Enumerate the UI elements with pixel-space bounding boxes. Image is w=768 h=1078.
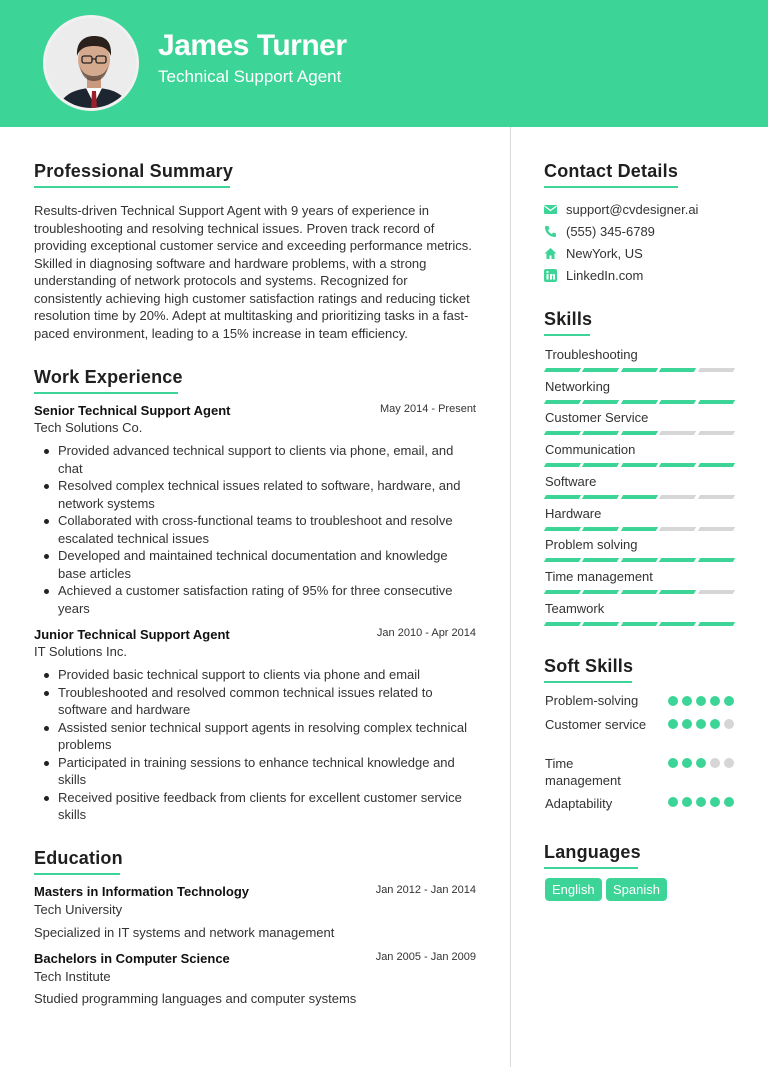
skill-level-bar: [545, 431, 734, 435]
contact-phone[interactable]: [544, 224, 655, 239]
job-bullet: Provided advanced technical support to clients via phone, email, and chat: [40, 442, 476, 477]
skills-underline: [544, 334, 590, 336]
rating-dot-filled: [668, 719, 678, 729]
experience-underline: [34, 392, 178, 394]
soft-skill-name: Adaptability: [545, 796, 613, 811]
skill-segment-filled: [544, 527, 582, 531]
summary-underline: [34, 186, 230, 188]
skill-segment-filled: [659, 622, 697, 626]
skill-level-bar: [545, 463, 734, 467]
avatar: [43, 15, 139, 111]
skill-segment-filled: [582, 431, 620, 435]
skill-name: Troubleshooting: [545, 347, 638, 362]
contact-linkedin[interactable]: [544, 268, 643, 283]
skill-segment-filled: [544, 463, 582, 467]
home-icon: [544, 247, 557, 260]
job-bullet: Provided basic technical support to clients via phone and email: [40, 666, 476, 684]
skill-segment-filled: [621, 368, 659, 372]
skill-segment-empty: [659, 527, 697, 531]
rating-dot-filled: [696, 797, 706, 807]
skill-segment-filled: [659, 368, 697, 372]
degree-title: Masters in Information Technology: [34, 884, 250, 899]
skill-segment-filled: [582, 527, 620, 531]
rating-dot-filled: [682, 696, 692, 706]
skill-segment-filled: [659, 558, 697, 562]
skill-name: Communication: [545, 442, 636, 458]
rating-dot-empty: [710, 758, 720, 768]
contact-underline: [544, 186, 678, 188]
job-company: IT Solutions Inc.: [34, 644, 127, 659]
rating-dot-filled: [696, 696, 706, 706]
job-bullets: [40, 666, 476, 824]
job-bullet: Achieved a customer satisfaction rating of 95% for three consecutive years: [40, 582, 476, 617]
skill-segment-filled: [697, 622, 735, 626]
job-bullet: Collaborated with cross-functional teams to troubleshoot and resolve escalated technical issues: [40, 512, 476, 547]
skill-segment-filled: [582, 495, 620, 499]
skill-segment-filled: [621, 622, 659, 626]
skill-segment-filled: [697, 400, 735, 404]
degree-description: Studied programming languages and computer systems: [34, 991, 357, 1006]
skill-level-bar: [545, 368, 734, 372]
experience-heading: Work Experience: [34, 367, 183, 387]
rating-dot-filled: [724, 797, 734, 807]
job-bullets: [40, 442, 476, 617]
soft-skill-name: Time management: [545, 756, 621, 788]
degree-description: Specialized in IT systems and network management: [34, 925, 335, 940]
candidate-title: Technical Support Agent: [158, 67, 342, 86]
candidate-name: James Turner: [158, 29, 347, 62]
skill-segment-filled: [582, 463, 620, 467]
skill-level-bar: [545, 590, 734, 594]
rating-dot-filled: [710, 696, 720, 706]
header-banner: [0, 0, 768, 127]
job-company: Tech Solutions Co.: [34, 420, 143, 435]
soft-skill-name: Problem-solving: [545, 693, 639, 708]
job-bullet: Assisted senior technical support agents in resolving complex technical problems: [40, 719, 476, 754]
job-date: Jan 2010 - Apr 2014: [376, 627, 476, 639]
skill-segment-filled: [621, 400, 659, 404]
rating-dot-empty: [724, 719, 734, 729]
job-title: Junior Technical Support Agent: [34, 627, 230, 642]
column-divider: [510, 127, 511, 1067]
skill-name: Hardware: [545, 505, 602, 521]
soft-skill-rating: [668, 797, 734, 807]
rating-dot-filled: [710, 719, 720, 729]
skill-segment-filled: [544, 558, 582, 562]
skill-segment-filled: [544, 431, 582, 435]
languages-heading: Languages: [544, 842, 641, 862]
soft-skill-rating: [668, 696, 734, 706]
summary-text: Results-driven Technical Support Agent with 9 years of experience in troubleshooting and resolving technical issues. Proven track record of providing exceptional customer service and exceeding performance metrics. Skilled in diagnosing software and hardware problems, with a strong understanding of network protocols and systems. Recognized for consistently achieving high customer satisfaction ratings and reducing ticket resolution time by 20%. Adept at multitasking and prioritizing tasks in a fast-paced environment, leading to a 15% increase in team efficiency.: [34, 203, 472, 341]
profile-photo-icon: [46, 18, 139, 111]
school-name: Tech University: [34, 902, 123, 917]
contact-heading: Contact Details: [544, 161, 679, 181]
skill-level-bar: [545, 527, 734, 531]
skill-segment-filled: [582, 368, 620, 372]
skill-segment-empty: [697, 368, 735, 372]
rating-dot-filled: [682, 758, 692, 768]
job-bullet: Developed and maintained technical documentation and knowledge base articles: [40, 547, 476, 582]
rating-dot-filled: [668, 797, 678, 807]
skill-level-bar: [545, 622, 734, 626]
skill-segment-filled: [544, 495, 582, 499]
degree-title: Bachelors in Computer Science: [34, 951, 230, 966]
rating-dot-filled: [696, 719, 706, 729]
skill-segment-filled: [659, 463, 697, 467]
skill-segment-empty: [697, 495, 735, 499]
soft-skills-underline: [544, 681, 632, 683]
phone-icon: [544, 225, 557, 238]
email-text: support@cvdesigner.ai: [566, 202, 699, 217]
skill-segment-filled: [621, 590, 659, 594]
degree-date: Jan 2012 - Jan 2014: [375, 884, 476, 896]
job-bullet: Resolved complex technical issues related to software, hardware, and network systems: [40, 477, 476, 512]
skill-segment-filled: [544, 400, 582, 404]
job-bullet: Participated in training sessions to enhance technical knowledge and skills: [40, 754, 476, 789]
skill-segment-filled: [582, 590, 620, 594]
skill-segment-filled: [621, 527, 659, 531]
soft-skill-rating: [668, 719, 734, 729]
skill-level-bar: [545, 558, 734, 562]
degree-date: Jan 2005 - Jan 2009: [375, 951, 476, 963]
education-heading: Education: [34, 848, 123, 868]
skill-name: Time management: [545, 568, 653, 584]
skill-segment-filled: [659, 590, 697, 594]
skill-name: Teamwork: [545, 600, 605, 616]
contact-location: [544, 246, 643, 261]
skill-segment-empty: [659, 495, 697, 499]
job-bullet: Received positive feedback from clients for excellent customer service skills: [40, 789, 476, 824]
skill-segment-filled: [621, 495, 659, 499]
skill-name: Customer Service: [545, 410, 649, 426]
linkedin-icon: [544, 269, 557, 282]
rating-dot-empty: [724, 758, 734, 768]
skill-segment-filled: [544, 622, 582, 626]
skill-segment-filled: [582, 558, 620, 562]
skill-segment-filled: [582, 622, 620, 626]
skill-segment-filled: [697, 463, 735, 467]
skill-segment-empty: [697, 527, 735, 531]
summary-heading: Professional Summary: [34, 161, 234, 181]
skill-segment-empty: [697, 590, 735, 594]
skill-level-bar: [545, 400, 734, 404]
skill-segment-empty: [659, 431, 697, 435]
skill-segment-filled: [621, 463, 659, 467]
rating-dot-filled: [668, 758, 678, 768]
job-bullet: Troubleshooted and resolved common technical issues related to software and hardware: [40, 684, 476, 719]
rating-dot-filled: [668, 696, 678, 706]
phone-text: (555) 345-6789: [566, 224, 655, 239]
skill-segment-filled: [582, 400, 620, 404]
skill-name: Networking: [545, 378, 611, 394]
soft-skills-heading: Soft Skills: [544, 656, 634, 676]
skill-segment-filled: [621, 431, 659, 435]
skill-segment-filled: [544, 590, 582, 594]
skills-heading: Skills: [544, 309, 593, 329]
skill-name: Software: [545, 473, 597, 489]
job-date: May 2014 - Present: [380, 403, 476, 415]
skill-level-bar: [545, 495, 734, 499]
soft-skill-name: Customer service: [545, 717, 647, 732]
envelope-icon: [544, 203, 557, 216]
skill-name: Problem solving: [545, 537, 638, 553]
skill-segment-filled: [697, 558, 735, 562]
education-underline: [34, 873, 120, 875]
rating-dot-filled: [682, 719, 692, 729]
contact-email[interactable]: [544, 202, 698, 217]
skill-segment-filled: [621, 558, 659, 562]
languages-underline: [544, 867, 638, 869]
rating-dot-filled: [724, 696, 734, 706]
rating-dot-filled: [682, 797, 692, 807]
job-title: Senior Technical Support Agent: [34, 403, 231, 418]
rating-dot-filled: [710, 797, 720, 807]
soft-skill-rating: [668, 758, 734, 768]
location-text: NewYork, US: [566, 246, 643, 261]
skill-segment-filled: [659, 400, 697, 404]
rating-dot-filled: [696, 758, 706, 768]
language-tag: Spanish: [606, 878, 667, 901]
skill-segment-empty: [697, 431, 735, 435]
school-name: Tech Institute: [34, 969, 111, 984]
skill-segment-filled: [544, 368, 582, 372]
language-tag: English: [545, 878, 602, 901]
linkedin-text: LinkedIn.com: [566, 268, 644, 283]
